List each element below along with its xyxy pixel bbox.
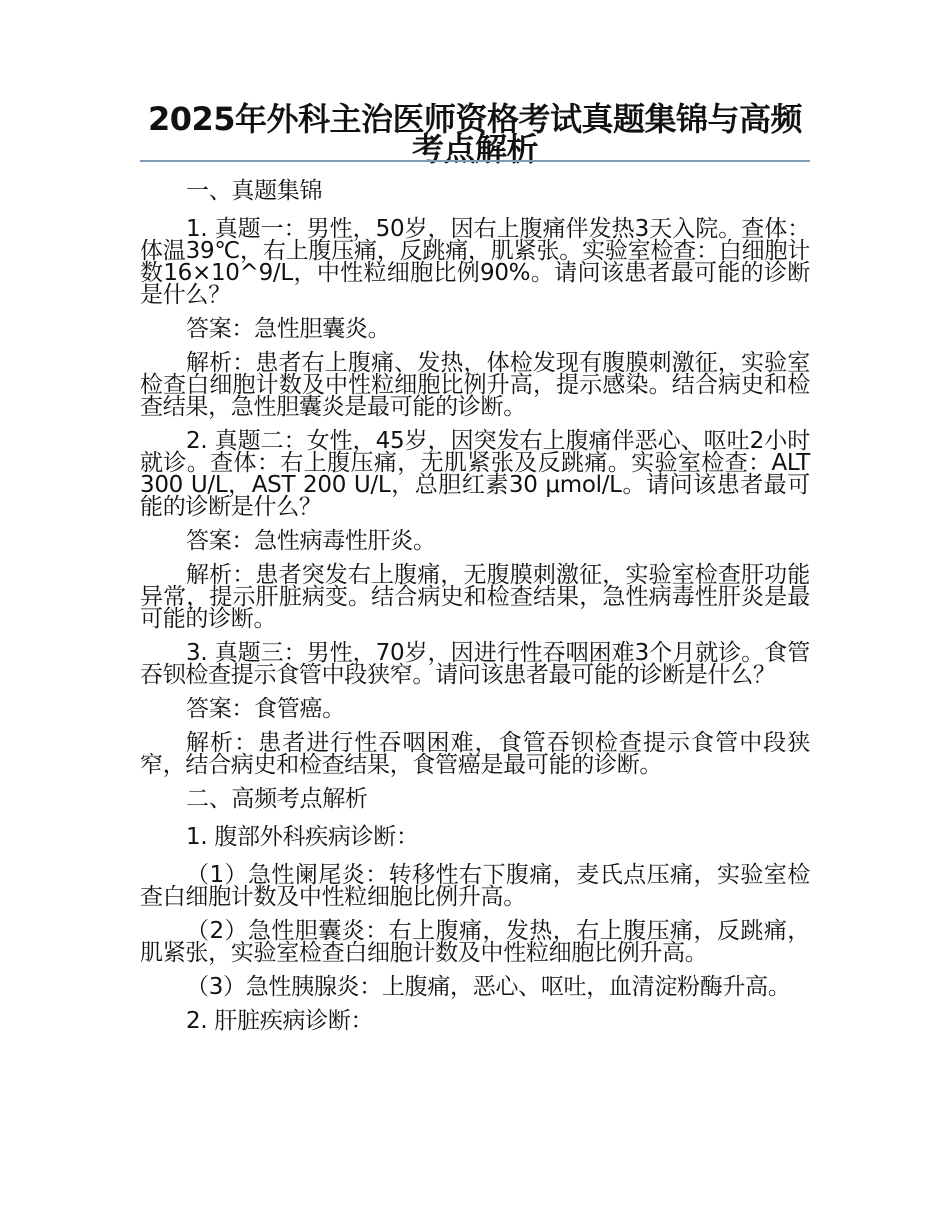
key-point-appendicitis: （1）急性阑尾炎：转移性右下腹痛，麦氏点压痛，实验室检查白细胞计数及中性粒细胞比例升高。 (140, 862, 810, 910)
question-1: 1. 真题一：男性，50岁，因右上腹痛伴发热3天入院。查体：体温39℃，右上腹压痛，反跳痛，肌紧张。实验室检查：白细胞计数16×10^9/L，中性粒细胞比例90%。请问该患者最可能的诊断是什么？ (140, 216, 810, 308)
title-divider (140, 160, 810, 162)
explanation-3: 解析：患者进行性吞咽困难，食管吞钡检查提示食管中段狭窄，结合病史和检查结果，食管癌是最可能的诊断。 (140, 730, 810, 778)
document-title: 2025年外科主治医师资格考试真题集锦与高频考点解析 (147, 100, 803, 168)
explanation-2: 解析：患者突发右上腹痛，无腹膜刺激征，实验室检查肝功能异常，提示肝脏病变。结合病史和检查结果，急性病毒性肝炎是最可能的诊断。 (140, 562, 810, 632)
section-heading-key-points: 二、高频考点解析 (186, 786, 368, 812)
section-heading-exam-questions: 一、真题集锦 (186, 178, 323, 204)
answer-1: 答案：急性胆囊炎。 (186, 316, 391, 342)
subsection-liver-diagnosis: 2. 肝脏疾病诊断： (186, 1008, 374, 1034)
key-point-pancreatitis: （3）急性胰腺炎：上腹痛，恶心、呕吐，血清淀粉酶升高。 (186, 974, 791, 1000)
document-body (140, 180, 810, 1044)
explanation-1: 解析：患者右上腹痛、发热，体检发现有腹膜刺激征，实验室检查白细胞计数及中性粒细胞比例升高，提示感染。结合病史和检查结果，急性胆囊炎是最可能的诊断。 (140, 350, 810, 420)
question-3: 3. 真题三：男性，70岁，因进行性吞咽困难3个月就诊。食管吞钡检查提示食管中段狭窄。请问该患者最可能的诊断是什么？ (140, 640, 810, 688)
answer-2: 答案：急性病毒性肝炎。 (186, 528, 436, 554)
key-point-cholecystitis: （2）急性胆囊炎：右上腹痛，发热，右上腹压痛，反跳痛，肌紧张，实验室检查白细胞计数及中性粒细胞比例升高。 (140, 918, 810, 966)
question-2: 2. 真题二：女性，45岁，因突发右上腹痛伴恶心、呕吐2小时就诊。查体：右上腹压痛，无肌紧张及反跳痛。实验室检查：ALT 300 U/L，AST 200 U/L，总胆红素30 μmol/L。请问该患者最可能的诊断是什么？ (140, 428, 810, 520)
answer-3: 答案：食管癌。 (186, 696, 345, 722)
subsection-abdominal-diagnosis: 1. 腹部外科疾病诊断： (186, 824, 419, 850)
